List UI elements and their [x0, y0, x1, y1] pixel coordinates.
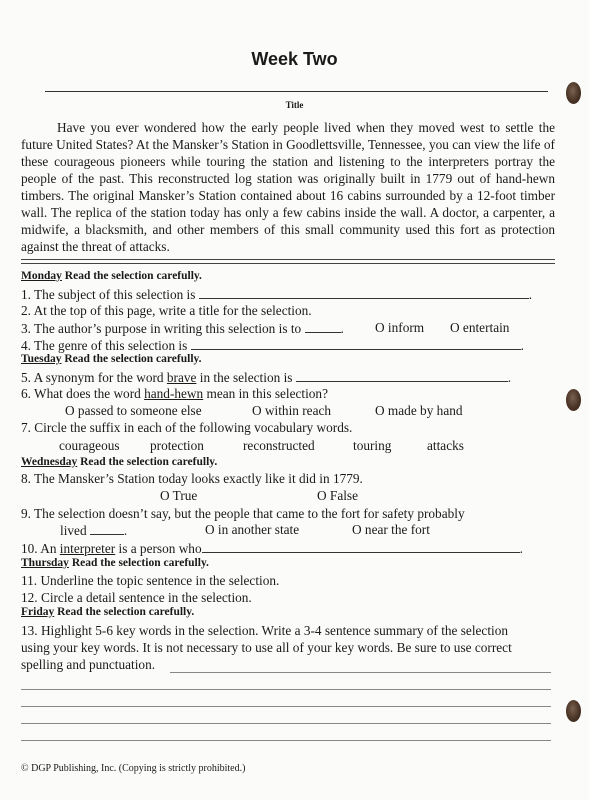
writing-line[interactable]	[21, 740, 551, 741]
question-3: 3. The author’s purpose in writing this selection is to .	[21, 321, 344, 336]
option-near-fort[interactable]: O near the fort	[352, 522, 430, 537]
writing-line[interactable]	[21, 706, 551, 707]
question-1: 1. The subject of this selection is .	[21, 287, 533, 302]
divider	[21, 263, 555, 264]
vocab-word[interactable]: protection	[150, 438, 204, 453]
question-12: 12. Circle a detail sentence in the selection.	[21, 590, 252, 605]
answer-blank[interactable]	[199, 286, 529, 299]
question-11: 11. Underline the topic sentence in the selection.	[21, 573, 280, 588]
writing-line[interactable]	[21, 689, 551, 690]
option-false[interactable]: O False	[317, 488, 358, 503]
answer-blank[interactable]	[202, 540, 520, 553]
option-inform[interactable]: O inform	[375, 320, 425, 335]
writing-line[interactable]	[170, 672, 551, 673]
question-9: 9. The selection doesn’t say, but the people that came to the fort for safety probably	[21, 506, 465, 521]
question-13: 13. Highlight 5-6 key words in the selection. Write a 3-4 sentence summary of the selection	[21, 623, 509, 638]
answer-blank[interactable]	[191, 337, 521, 350]
thursday-heading: Thursday Read the selection carefully.	[21, 557, 209, 569]
wednesday-heading: Wednesday Read the selection carefully.	[21, 456, 218, 468]
title-write-line[interactable]	[45, 91, 548, 92]
vocab-word[interactable]: reconstructed	[243, 438, 315, 453]
option-another-state[interactable]: O in another state	[205, 522, 300, 537]
question-4: 4. The genre of this selection is .	[21, 338, 524, 353]
binder-hole	[566, 700, 581, 722]
question-13-line-2: using your key words. It is not necessary to use all of your key words. Be sure to use correct	[21, 640, 512, 655]
question-10: 10. An interpreter is a person who .	[21, 541, 523, 556]
question-6: 6. What does the word hand-hewn mean in this selection?	[21, 386, 328, 401]
option-within-reach[interactable]: O within reach	[252, 403, 332, 418]
option-true[interactable]: O True	[160, 488, 198, 503]
answer-blank[interactable]	[305, 320, 341, 333]
copyright-footer: © DGP Publishing, Inc. (Copying is strictly prohibited.)	[21, 763, 246, 774]
question-5: 5. A synonym for the word brave in the selection is .	[21, 370, 512, 385]
question-9-cont: lived .	[60, 523, 128, 538]
monday-heading: Monday Read the selection carefully.	[21, 270, 202, 282]
friday-heading: Friday Read the selection carefully.	[21, 606, 195, 618]
binder-hole	[566, 389, 581, 411]
writing-line[interactable]	[21, 723, 551, 724]
question-7: 7. Circle the suffix in each of the following vocabulary words.	[21, 420, 353, 435]
option-passed[interactable]: O passed to someone else	[65, 403, 202, 418]
option-entertain[interactable]: O entertain	[450, 320, 510, 335]
answer-blank[interactable]	[296, 369, 508, 382]
question-2: 2. At the top of this page, write a title for the selection.	[21, 303, 312, 318]
question-8: 8. The Mansker’s Station today looks exactly like it did in 1779.	[21, 471, 363, 486]
question-13-line-3: spelling and punctuation.	[21, 657, 156, 672]
page-title: Week Two	[251, 49, 338, 69]
title-label: Title	[285, 100, 304, 110]
option-made-by-hand[interactable]: O made by hand	[375, 403, 463, 418]
divider	[21, 259, 555, 260]
answer-blank[interactable]	[90, 522, 124, 535]
reading-passage: Have you ever wondered how the early people lived when they moved west to settle the future United States? At the Mansker’s Station in Goodlettsville, Tennessee, you can view the life of these courageous pioneers while touring the station and listening to the interpreters portray the people of the past. This reconstructed log station was originally built in 1779 out of hand-hewn timbers. The original Mansker’s Station contained about 16 cabins surrounded by a 12-foot timber wall. The replica of the station today has only a few cabins inside the wall. A doctor, a carpenter, a midwife, a blacksmith, and other members of this small community used this fort as protection against the threat of attacks.	[21, 120, 555, 254]
vocab-word[interactable]: courageous	[59, 438, 120, 453]
tuesday-heading: Tuesday Read the selection carefully.	[21, 353, 202, 365]
vocab-word[interactable]: touring	[353, 438, 392, 453]
vocab-word[interactable]: attacks	[427, 438, 464, 453]
